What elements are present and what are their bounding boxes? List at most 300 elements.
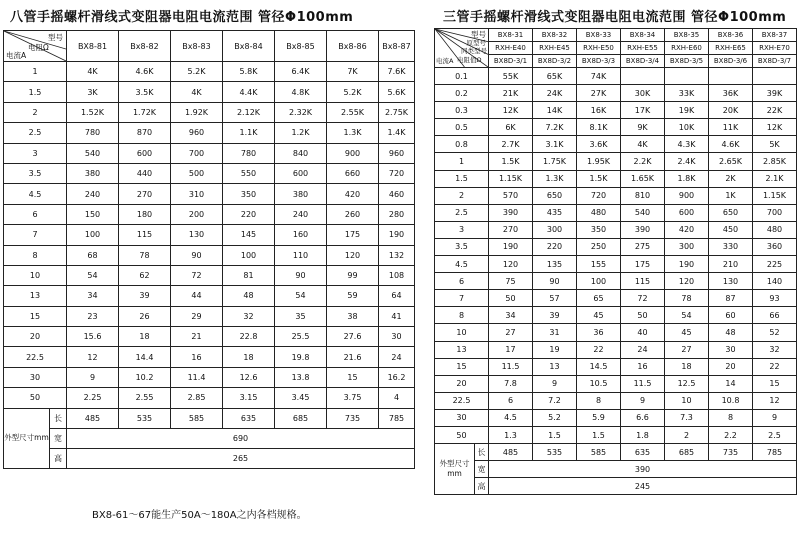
right-orig-model-header: RXH-E70 — [753, 42, 797, 55]
value-cell: 6.4K — [275, 62, 327, 82]
value-cell: 180 — [119, 204, 171, 224]
value-cell: 39K — [753, 85, 797, 102]
value-cell: 10 — [665, 392, 709, 409]
value-cell: 7.8 — [489, 375, 533, 392]
table-row — [435, 273, 797, 290]
value-cell: 330 — [709, 238, 753, 255]
value-cell: 110 — [275, 245, 327, 265]
value-cell: 100 — [67, 225, 119, 245]
current-cell: 1.5 — [435, 170, 489, 187]
right-same-model-header: BX8D-3/5 — [665, 55, 709, 68]
table-row — [4, 388, 415, 408]
value-cell: 10.8 — [709, 392, 753, 409]
value-cell — [753, 68, 797, 85]
value-cell: 30K — [621, 85, 665, 102]
value-cell: 52 — [753, 324, 797, 341]
current-cell: 30 — [435, 409, 489, 426]
value-cell: 72 — [171, 265, 223, 285]
value-cell: 5.2K — [171, 62, 223, 82]
dim-length-value: 485 — [67, 408, 119, 428]
value-cell: 14K — [533, 102, 577, 119]
table-row — [435, 358, 797, 375]
dim-length-label: 长 — [475, 444, 489, 461]
value-cell: 2.75K — [379, 102, 415, 122]
value-cell: 150 — [67, 204, 119, 224]
value-cell: 54 — [275, 286, 327, 306]
value-cell: 200 — [171, 204, 223, 224]
dim-row-height — [435, 478, 797, 495]
value-cell: 2.55 — [119, 388, 171, 408]
left-table-title: 八管手摇螺杆滑线式变阻器电阻电流范围 管径Φ100mm — [10, 10, 354, 25]
value-cell: 18 — [223, 347, 275, 367]
value-cell: 250 — [577, 238, 621, 255]
table-row — [4, 245, 415, 265]
value-cell: 7.3 — [665, 409, 709, 426]
value-cell: 1.2K — [275, 123, 327, 143]
value-cell: 480 — [577, 204, 621, 221]
dim-height-value: 265 — [67, 448, 415, 468]
value-cell: 130 — [171, 225, 223, 245]
current-cell: 4.5 — [435, 256, 489, 273]
value-cell: 54 — [665, 307, 709, 324]
value-cell: 65K — [533, 68, 577, 85]
table-row — [435, 187, 797, 204]
value-cell: 15 — [327, 367, 379, 387]
current-cell: 3.5 — [4, 163, 67, 183]
value-cell: 64 — [379, 286, 415, 306]
value-cell: 87 — [709, 290, 753, 307]
right-model-header: BX8-37 — [753, 29, 797, 42]
value-cell: 108 — [379, 265, 415, 285]
current-cell: 2.5 — [435, 204, 489, 221]
value-cell: 68 — [67, 245, 119, 265]
value-cell: 380 — [275, 184, 327, 204]
value-cell: 350 — [223, 184, 275, 204]
value-cell: 9 — [533, 375, 577, 392]
table-row — [435, 324, 797, 341]
value-cell: 270 — [119, 184, 171, 204]
value-cell: 25.5 — [275, 327, 327, 347]
value-cell: 12K — [489, 102, 533, 119]
value-cell: 190 — [665, 256, 709, 273]
value-cell: 420 — [327, 184, 379, 204]
table-row — [4, 327, 415, 347]
value-cell: 7.6K — [379, 62, 415, 82]
value-cell — [621, 68, 665, 85]
value-cell: 4K — [67, 62, 119, 82]
value-cell: 4.5 — [489, 409, 533, 426]
value-cell: 3.6K — [577, 136, 621, 153]
value-cell: 4K — [621, 136, 665, 153]
dim-length-value: 785 — [379, 408, 415, 428]
value-cell: 1.4K — [379, 123, 415, 143]
left-model-header: BX8-81 — [67, 31, 119, 62]
value-cell: 19K — [665, 102, 709, 119]
current-cell: 4.5 — [4, 184, 67, 204]
current-cell: 13 — [435, 341, 489, 358]
value-cell: 2.7K — [489, 136, 533, 153]
right-model-header: BX8-35 — [665, 29, 709, 42]
table-row — [4, 82, 415, 102]
value-cell: 90 — [275, 265, 327, 285]
left-model-header: Bx8-86 — [327, 31, 379, 62]
value-cell: 19.8 — [275, 347, 327, 367]
value-cell: 4 — [379, 388, 415, 408]
left-model-header: Bx8-84 — [223, 31, 275, 62]
value-cell: 145 — [223, 225, 275, 245]
value-cell: 66 — [753, 307, 797, 324]
value-cell: 115 — [119, 225, 171, 245]
value-cell: 39 — [119, 286, 171, 306]
value-cell: 54 — [67, 265, 119, 285]
right-orig-model-header: RXH-E60 — [665, 42, 709, 55]
value-cell: 2.55K — [327, 102, 379, 122]
right-orig-model-header: RXH-E50 — [577, 42, 621, 55]
value-cell: 39 — [533, 307, 577, 324]
value-cell: 390 — [489, 204, 533, 221]
dim-length-value: 785 — [753, 444, 797, 461]
value-cell: 700 — [171, 143, 223, 163]
right-table-title: 三管手摇螺杆滑线式变阻器电阻电流范围 管径Φ100mm — [443, 10, 787, 25]
current-cell: 1 — [435, 153, 489, 170]
table-row — [435, 341, 797, 358]
value-cell: 29 — [171, 306, 223, 326]
dim-label: 外型尺寸mm — [4, 408, 50, 468]
value-cell: 11K — [709, 119, 753, 136]
value-cell: 900 — [327, 143, 379, 163]
value-cell: 420 — [665, 221, 709, 238]
right-header-model-label: 型号 — [471, 30, 486, 39]
value-cell: 72 — [621, 290, 665, 307]
value-cell: 5.6K — [379, 82, 415, 102]
value-cell: 700 — [753, 204, 797, 221]
value-cell: 435 — [533, 204, 577, 221]
table-row — [4, 367, 415, 387]
value-cell: 11.5 — [489, 358, 533, 375]
value-cell: 175 — [327, 225, 379, 245]
table-row — [4, 163, 415, 183]
table-row — [4, 347, 415, 367]
value-cell: 155 — [577, 256, 621, 273]
value-cell: 21K — [489, 85, 533, 102]
value-cell: 780 — [67, 123, 119, 143]
table-row — [4, 102, 415, 122]
table-row — [4, 265, 415, 285]
dim-length-value: 535 — [533, 444, 577, 461]
value-cell: 3.5K — [119, 82, 171, 102]
value-cell: 16.2 — [379, 367, 415, 387]
current-cell: 6 — [4, 204, 67, 224]
value-cell: 5.2 — [533, 409, 577, 426]
dim-height-value: 245 — [489, 478, 797, 495]
value-cell: 7K — [327, 62, 379, 82]
table-row — [435, 221, 797, 238]
current-cell: 0.1 — [435, 68, 489, 85]
value-cell: 120 — [489, 256, 533, 273]
value-cell: 32 — [223, 306, 275, 326]
value-cell: 55K — [489, 68, 533, 85]
current-cell: 0.3 — [435, 102, 489, 119]
value-cell: 900 — [665, 187, 709, 204]
value-cell: 12.6 — [223, 367, 275, 387]
value-cell: 1.92K — [171, 102, 223, 122]
current-cell: 13 — [4, 286, 67, 306]
value-cell: 24 — [621, 341, 665, 358]
value-cell: 1.5 — [577, 426, 621, 443]
dim-length-label: 长 — [50, 408, 67, 428]
value-cell: 22.8 — [223, 327, 275, 347]
value-cell: 440 — [119, 163, 171, 183]
value-cell: 115 — [621, 273, 665, 290]
value-cell: 99 — [327, 265, 379, 285]
value-cell: 27 — [489, 324, 533, 341]
value-cell: 8 — [577, 392, 621, 409]
value-cell: 18 — [665, 358, 709, 375]
dim-row-height — [4, 448, 415, 468]
dim-width-value: 390 — [489, 461, 797, 478]
dim-length-value: 685 — [665, 444, 709, 461]
value-cell: 360 — [753, 238, 797, 255]
table-row — [435, 375, 797, 392]
current-cell: 0.5 — [435, 119, 489, 136]
value-cell: 12 — [753, 392, 797, 409]
value-cell: 48 — [223, 286, 275, 306]
value-cell: 75 — [489, 273, 533, 290]
value-cell: 960 — [171, 123, 223, 143]
value-cell: 62 — [119, 265, 171, 285]
current-cell: 7 — [4, 225, 67, 245]
value-cell: 4.6K — [709, 136, 753, 153]
current-cell: 30 — [4, 367, 67, 387]
value-cell: 1.3K — [533, 170, 577, 187]
value-cell: 3.1K — [533, 136, 577, 153]
current-cell: 1 — [4, 62, 67, 82]
right-header-orig-model-label: 原型号 — [466, 39, 486, 47]
value-cell: 10K — [665, 119, 709, 136]
value-cell: 310 — [171, 184, 223, 204]
value-cell: 132 — [379, 245, 415, 265]
value-cell: 22 — [577, 341, 621, 358]
dim-height-label: 高 — [50, 448, 67, 468]
value-cell: 40 — [621, 324, 665, 341]
dim-length-value: 685 — [275, 408, 327, 428]
left-model-header: Bx8-85 — [275, 31, 327, 62]
dim-row-width — [4, 428, 415, 448]
dim-label: 外型尺寸mm — [435, 444, 475, 495]
value-cell: 220 — [223, 204, 275, 224]
dim-length-value: 635 — [621, 444, 665, 461]
value-cell: 870 — [119, 123, 171, 143]
dim-length-value: 485 — [489, 444, 533, 461]
dim-width-label: 宽 — [50, 428, 67, 448]
current-cell: 20 — [435, 375, 489, 392]
table-row — [435, 426, 797, 443]
table-row — [4, 225, 415, 245]
right-same-model-header: BX8D-3/3 — [577, 55, 621, 68]
value-cell: 24 — [379, 347, 415, 367]
current-cell: 3 — [4, 143, 67, 163]
table-row — [435, 392, 797, 409]
value-cell: 26 — [119, 306, 171, 326]
value-cell: 9 — [621, 392, 665, 409]
value-cell: 30 — [709, 341, 753, 358]
current-cell: 8 — [435, 307, 489, 324]
value-cell: 300 — [533, 221, 577, 238]
value-cell: 3.45 — [275, 388, 327, 408]
value-cell: 24K — [533, 85, 577, 102]
value-cell: 240 — [275, 204, 327, 224]
right-model-header: BX8-36 — [709, 29, 753, 42]
value-cell: 720 — [379, 163, 415, 183]
value-cell: 275 — [621, 238, 665, 255]
dim-row-length — [435, 444, 797, 461]
value-cell: 135 — [533, 256, 577, 273]
dim-width-value: 690 — [67, 428, 415, 448]
value-cell: 2.2 — [709, 426, 753, 443]
table-row — [435, 119, 797, 136]
value-cell: 10.5 — [577, 375, 621, 392]
value-cell: 2.65K — [709, 153, 753, 170]
value-cell: 38 — [327, 306, 379, 326]
current-cell: 3.5 — [435, 238, 489, 255]
value-cell: 9 — [753, 409, 797, 426]
value-cell: 19 — [533, 341, 577, 358]
value-cell: 2.4K — [665, 153, 709, 170]
value-cell: 1.72K — [119, 102, 171, 122]
value-cell: 175 — [621, 256, 665, 273]
value-cell: 380 — [67, 163, 119, 183]
value-cell: 1.8 — [621, 426, 665, 443]
value-cell: 1.52K — [67, 102, 119, 122]
left-header-current-label: 电流A — [6, 51, 27, 60]
value-cell: 20 — [709, 358, 753, 375]
value-cell: 100 — [577, 273, 621, 290]
right-same-model-header: BX8D-3/1 — [489, 55, 533, 68]
current-cell: 15 — [4, 306, 67, 326]
value-cell: 460 — [379, 184, 415, 204]
value-cell: 140 — [753, 273, 797, 290]
current-cell: 10 — [435, 324, 489, 341]
dim-length-value: 735 — [327, 408, 379, 428]
value-cell: 2.25 — [67, 388, 119, 408]
value-cell: 11.4 — [171, 367, 223, 387]
value-cell: 3.75 — [327, 388, 379, 408]
dim-length-value: 735 — [709, 444, 753, 461]
current-cell: 20 — [4, 327, 67, 347]
right-model-header: BX8-31 — [489, 29, 533, 42]
table-row — [435, 204, 797, 221]
value-cell: 60 — [709, 307, 753, 324]
value-cell: 16 — [621, 358, 665, 375]
value-cell: 14.4 — [119, 347, 171, 367]
value-cell: 6K — [489, 119, 533, 136]
table-row — [435, 68, 797, 85]
value-cell: 1K — [709, 187, 753, 204]
value-cell: 45 — [665, 324, 709, 341]
value-cell: 34 — [67, 286, 119, 306]
value-cell: 5.9 — [577, 409, 621, 426]
value-cell: 1.3 — [489, 426, 533, 443]
value-cell: 30 — [379, 327, 415, 347]
value-cell: 4.8K — [275, 82, 327, 102]
right-model-header: BX8-34 — [621, 29, 665, 42]
right-orig-model-header: RXH-E55 — [621, 42, 665, 55]
value-cell: 78 — [665, 290, 709, 307]
value-cell: 2 — [665, 426, 709, 443]
value-cell: 8.1K — [577, 119, 621, 136]
value-cell: 90 — [171, 245, 223, 265]
dim-row-length — [4, 408, 415, 428]
table-row — [435, 136, 797, 153]
value-cell: 225 — [753, 256, 797, 273]
value-cell: 41 — [379, 306, 415, 326]
table-row — [435, 170, 797, 187]
current-cell: 1.5 — [4, 82, 67, 102]
current-cell: 0.2 — [435, 85, 489, 102]
value-cell: 32 — [753, 341, 797, 358]
value-cell: 2.32K — [275, 102, 327, 122]
value-cell: 50 — [489, 290, 533, 307]
table-row — [435, 307, 797, 324]
value-cell: 1.8K — [665, 170, 709, 187]
value-cell: 57 — [533, 290, 577, 307]
value-cell: 12K — [753, 119, 797, 136]
right-header-diagonal-cell — [435, 29, 489, 68]
value-cell: 78 — [119, 245, 171, 265]
dim-length-value: 635 — [223, 408, 275, 428]
value-cell: 33K — [665, 85, 709, 102]
left-model-header: Bx8-83 — [171, 31, 223, 62]
production-note: BX8-61～67能生产50A～180A之内各档规格。 — [92, 510, 307, 521]
value-cell: 130 — [709, 273, 753, 290]
value-cell: 280 — [379, 204, 415, 224]
value-cell: 16 — [171, 347, 223, 367]
value-cell: 190 — [379, 225, 415, 245]
value-cell: 14 — [709, 375, 753, 392]
value-cell: 2.2K — [621, 153, 665, 170]
value-cell: 2.1K — [753, 170, 797, 187]
value-cell: 1.5K — [489, 153, 533, 170]
value-cell: 720 — [577, 187, 621, 204]
table-row — [435, 153, 797, 170]
value-cell: 1.75K — [533, 153, 577, 170]
current-cell: 3 — [435, 221, 489, 238]
value-cell: 2.85 — [171, 388, 223, 408]
value-cell: 45 — [577, 307, 621, 324]
right-same-model-header: BX8D-3/7 — [753, 55, 797, 68]
value-cell: 1.15K — [489, 170, 533, 187]
value-cell: 780 — [223, 143, 275, 163]
current-cell: 22.5 — [435, 392, 489, 409]
table-row — [435, 85, 797, 102]
value-cell: 12 — [67, 347, 119, 367]
value-cell: 220 — [533, 238, 577, 255]
value-cell: 14.5 — [577, 358, 621, 375]
value-cell: 6 — [489, 392, 533, 409]
value-cell: 160 — [275, 225, 327, 245]
right-same-model-header: BX8D-3/2 — [533, 55, 577, 68]
value-cell: 1.15K — [753, 187, 797, 204]
right-orig-model-header: RXH-E40 — [489, 42, 533, 55]
right-model-header: BX8-33 — [577, 29, 621, 42]
value-cell: 650 — [533, 187, 577, 204]
value-cell: 100 — [223, 245, 275, 265]
right-same-model-header: BX8D-3/6 — [709, 55, 753, 68]
left-header-resistance-label: 电阻Ω — [28, 43, 49, 52]
value-cell: 810 — [621, 187, 665, 204]
table-row — [435, 290, 797, 307]
value-cell: 4K — [171, 82, 223, 102]
